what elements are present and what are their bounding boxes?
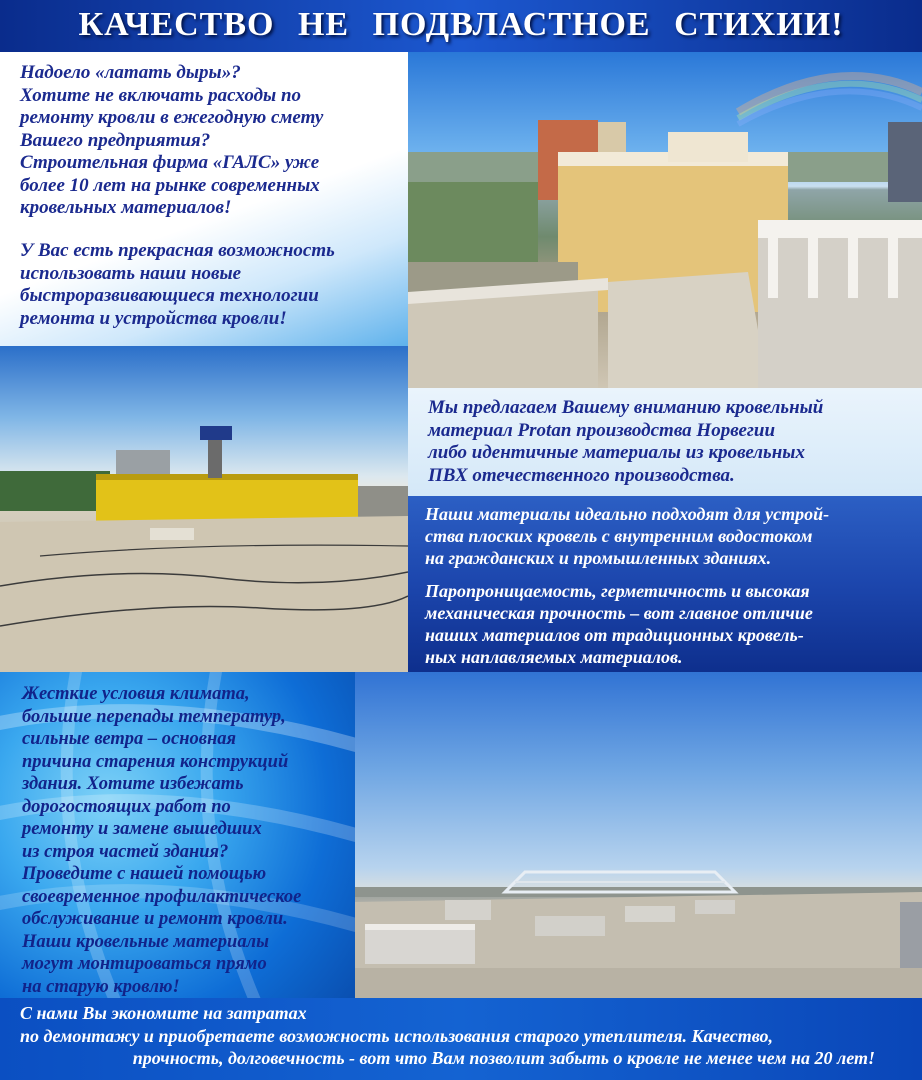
offer-line: Мы предлагаем Вашему вниманию кровельный (428, 397, 824, 418)
large-roof-illustration (355, 672, 922, 998)
offer-line: либо идентичные материалы из кровельных (428, 442, 805, 463)
opportunity-text (20, 240, 405, 330)
offer-line: ПВХ отечественного производства. (428, 464, 735, 486)
opportunity-line: использовать наши новые (20, 262, 242, 284)
offer-text (428, 397, 908, 487)
benefits-line: ства плоских кровель с внутренним водостоком (425, 526, 813, 546)
benefits-line: механическая прочность – вот главное отличие (425, 603, 813, 623)
opportunity-line: У Вас есть прекрасная возможность (20, 240, 335, 261)
benefits-line: на гражданских и промышленных зданиях. (425, 548, 772, 568)
intro-line: кровельных материалов! (20, 197, 232, 218)
intro-line: Вашего предприятия? (20, 129, 211, 151)
intro-line: Хотите не включать расходы по (20, 84, 302, 106)
opportunity-line: быстроразвивающиеся технологии (20, 285, 319, 306)
intro-line: ремонту кровли в ежегодную смету (20, 107, 324, 128)
offer-line: материал Protan производства Норвегии (428, 419, 776, 441)
intro-text (20, 62, 405, 220)
benefits-line: Паропроницаемость, герметичность и высокая (425, 581, 810, 601)
benefits-line: Наши материалы идеально подходят для устрой- (425, 504, 830, 524)
climate-line: своевременное профилактическое (22, 886, 302, 907)
climate-line: из строя частей здания? (22, 841, 229, 862)
flat-roof-photo (0, 346, 408, 672)
intro-line: более 10 лет на рынке современных (20, 174, 320, 196)
footer-line: С нами Вы экономите на затратах (20, 1003, 307, 1023)
intro-line: Строительная фирма «ГАЛС» уже (20, 152, 320, 173)
footer-line: прочность, долговечность - вот что Вам позволит забыть о кровле не менее чем на 20 лет! (132, 1048, 875, 1068)
climate-line: причина старения конструкций (22, 751, 289, 772)
climate-line: Проведите с нашей помощью (22, 864, 267, 884)
climate-line: сильные ветра – основная (22, 729, 237, 749)
benefits-line: наших материалов от традиционных кровель- (425, 625, 804, 645)
flat-roof-illustration (0, 346, 408, 672)
benefits-text-2 (425, 580, 915, 668)
climate-line: на старую кровлю! (22, 976, 180, 997)
opportunity-line: ремонта и устройства кровли! (20, 307, 287, 329)
climate-line: большие перепады температур, (22, 706, 286, 727)
climate-text (22, 683, 357, 998)
climate-line: могут монтироваться прямо (22, 954, 267, 974)
climate-line: Жесткие условия климата, (22, 684, 250, 704)
benefits-text-1 (425, 503, 915, 569)
climate-line: здания. Хотите избежать (22, 774, 244, 794)
city-rooftop-photo (408, 52, 922, 388)
city-rooftop-illustration (408, 52, 922, 388)
footer-line: по демонтажу и приобретаете возможность использования старого утеплителя. Качество, (20, 1025, 774, 1046)
intro-line: Надоело «латать дыры»? (20, 62, 241, 83)
climate-line: обслуживание и ремонт кровли. (22, 909, 288, 929)
large-roof-photo (355, 672, 922, 998)
footer-text (20, 1002, 920, 1070)
climate-line: дорогостоящих работ по (22, 796, 231, 817)
page-title: КАЧЕСТВО НЕ ПОДВЛАСТНОЕ СТИХИИ! (78, 6, 844, 43)
climate-line: ремонту и замене вышедших (22, 819, 262, 839)
benefits-line: ных наплавляемых материалов. (425, 647, 683, 667)
climate-line: Наши кровельные материалы (22, 931, 269, 952)
